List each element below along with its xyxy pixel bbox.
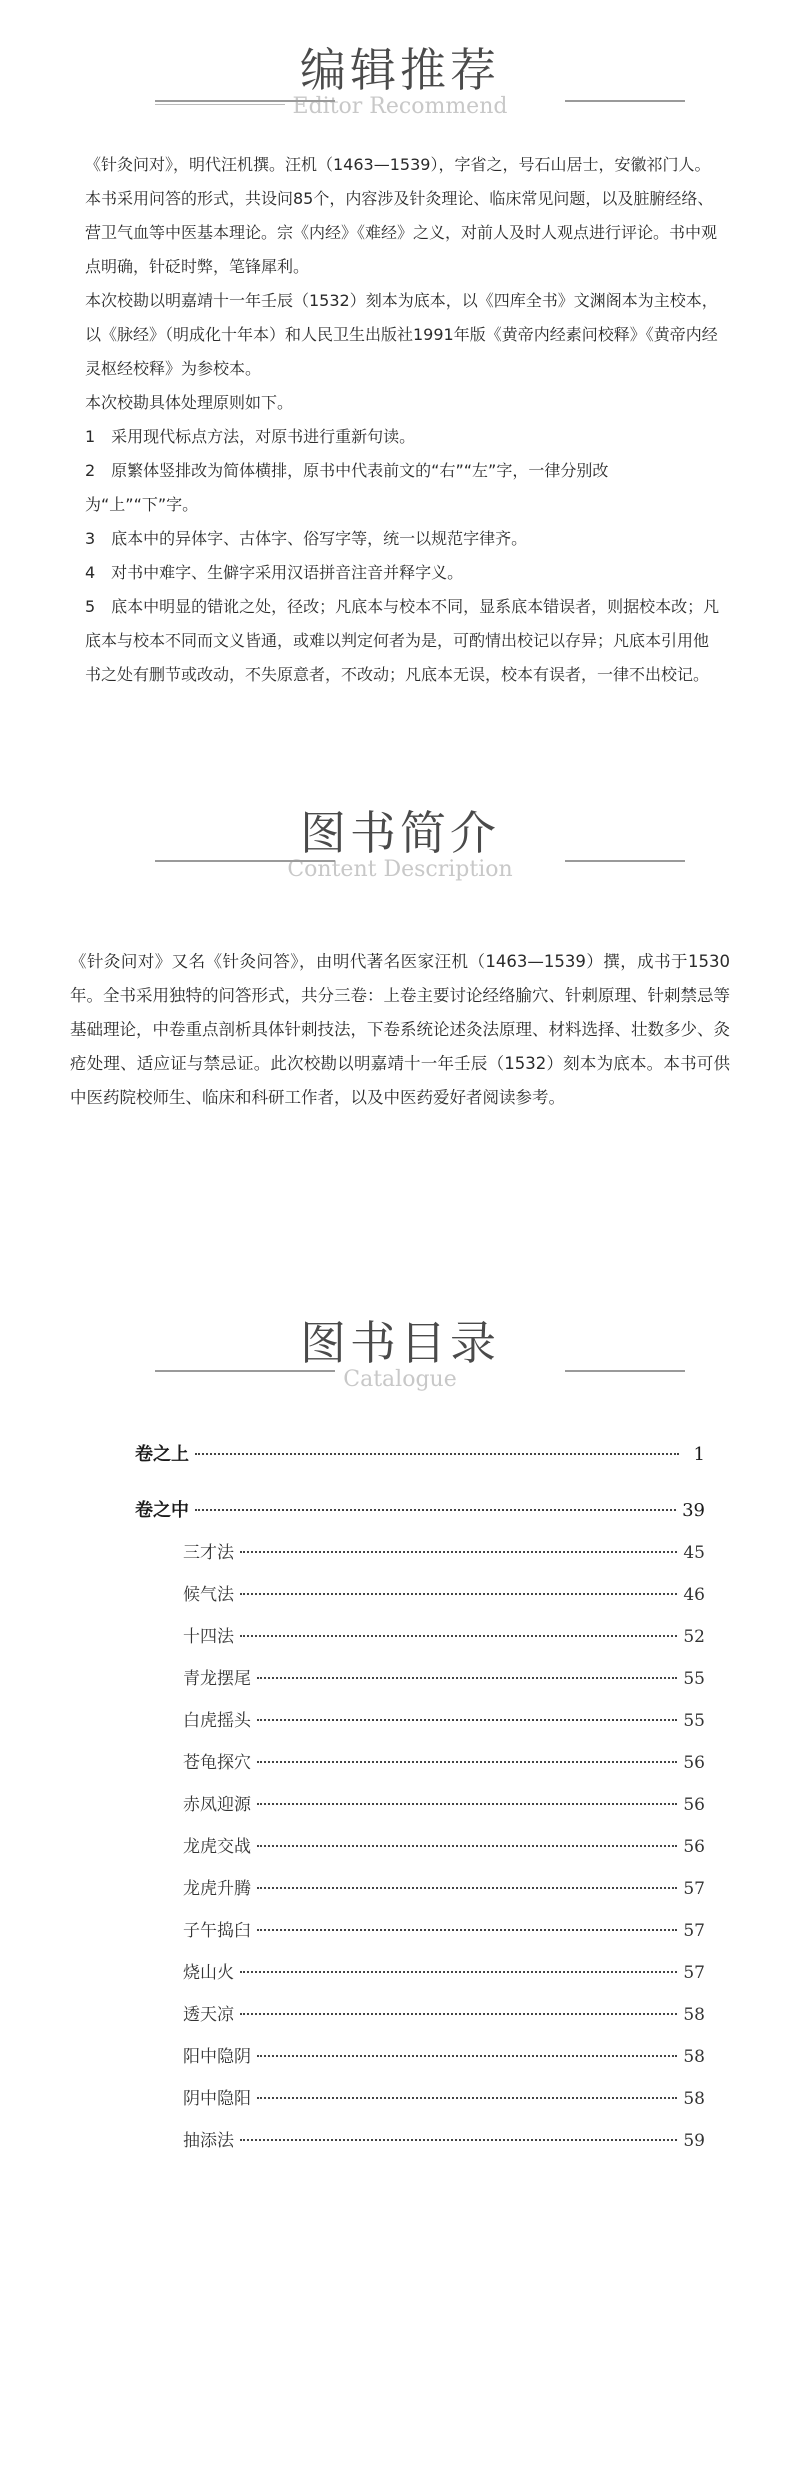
content-paragraph: 《针灸问对》又名《针灸问答》，由明代著名医家汪机（1463—1539）撰，成书于1530年。全书采用独特的问答形式，共分三卷：上卷主要讨论经络腧穴、针刺原理、针刺禁忌等基础理论，中卷重点剖析具体针刺技法，下卷系统论述灸法原理、材料选择、壮数多少、灸疮处理、适应证与禁忌证。此次校勘以明嘉靖十一年壬辰（1532）刻本为底本。本书可供中医药院校师生、临床和科研工作者，以及中医药爱好者阅读参考。 [70, 952, 730, 1107]
toc-entry[interactable] [135, 1790, 705, 1832]
toc-entry[interactable] [135, 2042, 705, 2084]
toc-leader-dots [257, 1677, 677, 1679]
toc-leader-dots [240, 1593, 677, 1595]
toc-page: 55 [683, 1711, 705, 1731]
toc-label: 十四法 [183, 1627, 234, 1647]
editor-section-header [0, 42, 800, 120]
toc-page: 46 [683, 1585, 705, 1605]
content-left-rule [155, 860, 335, 862]
editor-right-rule [565, 100, 685, 102]
editor-rule: 5 底本中明显的错讹之处，径改；凡底本与校本不同，显系底本错误者，则据校本改；凡底本与校本不同而文义皆通，或难以判定何者为是，可酌情出校记以存异；凡底本引用他书之处有删节或改动，不失原意者，不改动；凡底本无误，校本有误者，一律不出校记。 [85, 597, 720, 684]
toc-leader-dots [195, 1509, 676, 1511]
editor-subtitle: Editor Recommend [292, 94, 508, 119]
toc-entry[interactable] [135, 2084, 705, 2126]
catalogue-right-rule [565, 1370, 685, 1372]
toc-label: 候气法 [183, 1585, 234, 1605]
toc-label: 阴中隐阳 [183, 2089, 251, 2109]
toc-entry[interactable] [135, 1706, 705, 1748]
toc-entry-volume-1[interactable] [135, 1440, 705, 1482]
toc-entry[interactable] [135, 1538, 705, 1580]
toc-label: 龙虎交战 [183, 1837, 251, 1857]
toc-page: 58 [683, 2089, 705, 2109]
toc-entry[interactable] [135, 2126, 705, 2168]
catalogue-title: 图书目录 [300, 1316, 500, 1370]
toc-label: 烧山火 [183, 1963, 234, 1983]
toc-label: 抽添法 [183, 2131, 234, 2151]
editor-left-rule [155, 100, 335, 102]
toc-entry-volume-2[interactable] [135, 1496, 705, 1538]
toc-leader-dots [240, 1971, 677, 1973]
toc-leader-dots [257, 2055, 677, 2057]
toc-page: 57 [683, 1921, 705, 1941]
toc-page: 57 [683, 1963, 705, 1983]
toc-leader-dots [240, 1551, 677, 1553]
toc-page: 58 [683, 2005, 705, 2025]
toc-entry[interactable] [135, 1664, 705, 1706]
content-title: 图书简介 [300, 806, 500, 860]
toc-page: 52 [683, 1627, 705, 1647]
editor-left-rule-thin [155, 104, 285, 105]
toc-label: 三才法 [183, 1543, 234, 1563]
toc-leader-dots [257, 1719, 677, 1721]
toc-entry[interactable] [135, 1832, 705, 1874]
toc-label: 卷之中 [135, 1500, 189, 1521]
editor-rule: 3 底本中的异体字、古体字、俗写字等，统一以规范字律齐。 [85, 529, 528, 548]
editor-text-block [85, 148, 720, 692]
content-text-block [70, 945, 730, 1115]
toc-label: 卷之上 [135, 1444, 189, 1465]
content-right-rule [565, 860, 685, 862]
editor-paragraph: 本次校勘以明嘉靖十一年壬辰（1532）刻本为底本，以《四库全书》文渊阁本为主校本，以《脉经》（明成化十年本）和人民卫生出版社1991年版《黄帝内经素问校释》《黄帝内经灵枢经校释》为参校本。 [85, 291, 718, 378]
toc-page: 56 [683, 1753, 705, 1773]
toc-entry[interactable] [135, 1622, 705, 1664]
toc-page: 57 [683, 1879, 705, 1899]
toc-leader-dots [240, 1635, 677, 1637]
toc-label: 青龙摆尾 [183, 1669, 251, 1689]
toc-label: 透天凉 [183, 2005, 234, 2025]
toc-page: 56 [683, 1795, 705, 1815]
editor-paragraph: 本次校勘具体处理原则如下。 [85, 393, 294, 412]
editor-rule: 1 采用现代标点方法，对原书进行重新句读。 [85, 427, 416, 446]
toc-label: 阳中隐阴 [183, 2047, 251, 2067]
toc-label: 赤凤迎源 [183, 1795, 251, 1815]
toc-leader-dots [257, 2097, 677, 2099]
toc-page: 58 [683, 2047, 705, 2067]
toc-page: 39 [682, 1500, 705, 1521]
toc-entry[interactable] [135, 1874, 705, 1916]
toc-label: 龙虎升腾 [183, 1879, 251, 1899]
toc-leader-dots [257, 1929, 677, 1931]
toc-page: 55 [683, 1669, 705, 1689]
toc-entry[interactable] [135, 1916, 705, 1958]
catalogue-subtitle: Catalogue [343, 1367, 457, 1392]
toc-entry[interactable] [135, 1958, 705, 2000]
toc-leader-dots [240, 2139, 677, 2141]
toc-label: 子午捣臼 [183, 1921, 251, 1941]
editor-paragraph: 本书采用问答的形式，共设问85个，内容涉及针灸理论、临床常见问题，以及脏腑经络、营卫气血等中医基本理论。宗《内经》《难经》之义，对前人及时人观点进行评论。书中观点明确，针砭时弊，笔锋犀利。 [85, 189, 718, 276]
toc-leader-dots [257, 1845, 677, 1847]
toc-label: 白虎摇头 [183, 1711, 251, 1731]
catalogue-left-rule [155, 1370, 335, 1372]
toc-label: 苍龟探穴 [183, 1753, 251, 1773]
toc-page: 45 [683, 1543, 705, 1563]
toc-page: 56 [683, 1837, 705, 1857]
content-subtitle: Content Description [287, 857, 513, 882]
toc-page: 1 [693, 1444, 705, 1465]
content-section-header [0, 805, 800, 883]
toc-leader-dots [257, 1887, 677, 1889]
toc-leader-dots [240, 2013, 677, 2015]
toc-leader-dots [195, 1453, 679, 1455]
toc-entry[interactable] [135, 1748, 705, 1790]
toc-leader-dots [257, 1803, 677, 1805]
editor-title: 编辑推荐 [300, 43, 500, 97]
toc-entry[interactable] [135, 1580, 705, 1622]
toc-leader-dots [257, 1761, 677, 1763]
toc-page: 59 [683, 2131, 705, 2151]
toc-entry[interactable] [135, 2000, 705, 2042]
catalogue-section-header [0, 1315, 800, 1393]
editor-paragraph: 《针灸问对》，明代汪机撰。汪机（1463—1539），字省之，号石山居士，安徽祁门人。 [85, 155, 711, 174]
catalogue-list [135, 1440, 705, 2168]
editor-rule: 2 原繁体竖排改为简体横排，原书中代表前文的“右”“左”字，一律分别改为“上”“下”字。 [85, 461, 609, 514]
editor-rule: 4 对书中难字、生僻字采用汉语拼音注音并释字义。 [85, 563, 464, 582]
